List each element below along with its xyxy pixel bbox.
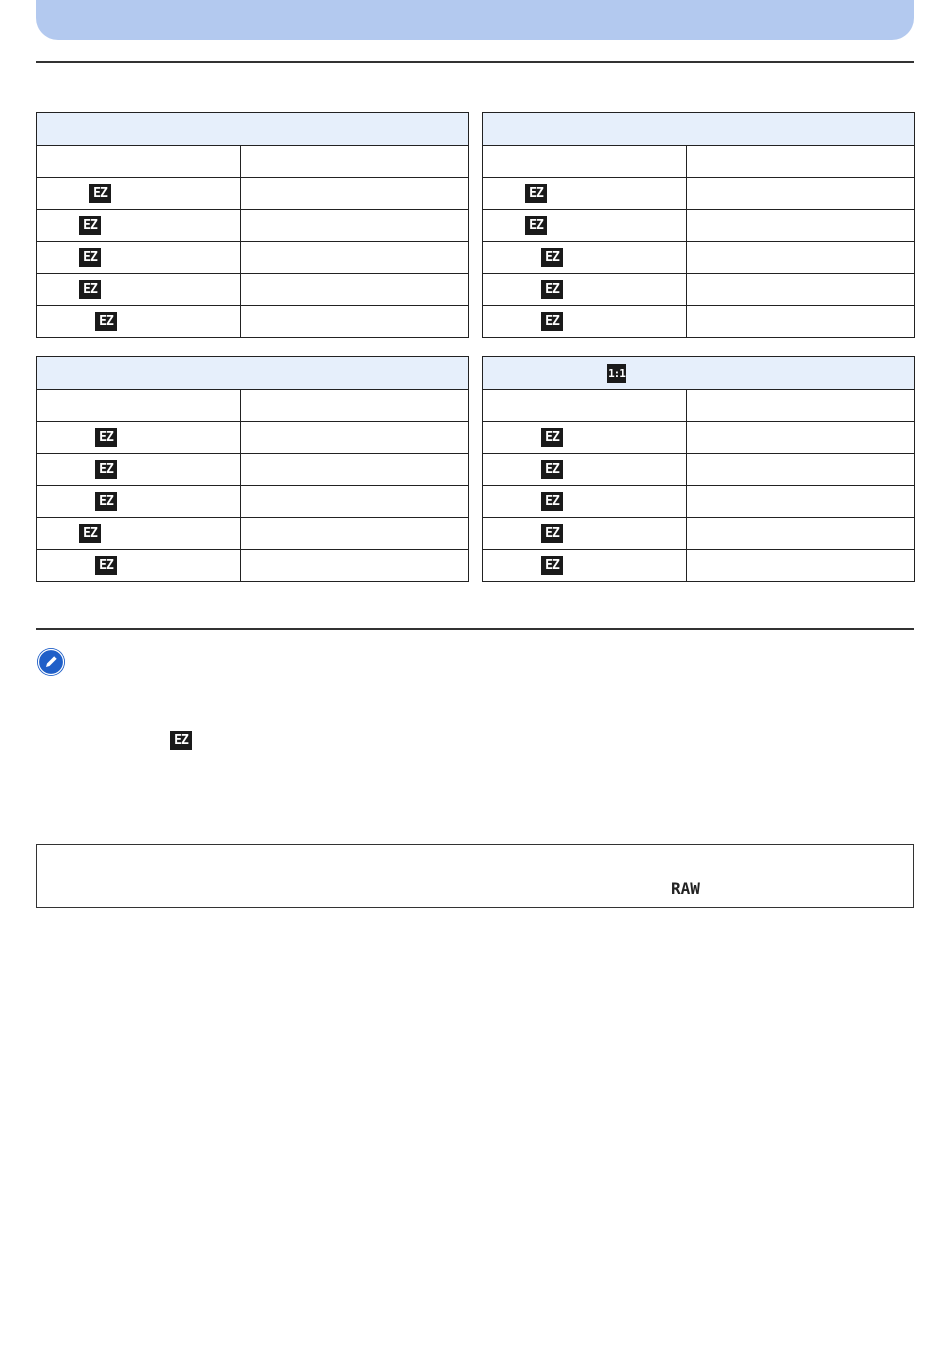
ez-icon: EZ	[541, 428, 563, 447]
table-column-header	[483, 146, 915, 178]
table-title	[483, 113, 915, 146]
table-row	[37, 242, 469, 274]
table-column-header	[37, 146, 469, 178]
table-row	[483, 242, 915, 274]
ez-icon: EZ	[170, 731, 192, 750]
value-cell	[241, 178, 469, 210]
size-table-4	[482, 356, 915, 582]
table-row	[483, 486, 915, 518]
table-title	[37, 357, 469, 390]
ez-icon: EZ	[541, 248, 563, 267]
table-row	[37, 518, 469, 550]
table-row	[483, 454, 915, 486]
size-cell	[483, 242, 687, 274]
size-cell	[37, 274, 241, 306]
size-cell	[483, 306, 687, 338]
table-row	[483, 178, 915, 210]
size-cell	[483, 178, 687, 210]
value-cell	[687, 422, 915, 454]
table-row	[37, 454, 469, 486]
value-cell	[687, 550, 915, 582]
size-cell	[483, 454, 687, 486]
value-cell	[687, 242, 915, 274]
table-column-header	[483, 390, 915, 422]
size-table-1	[36, 112, 469, 338]
size-cell	[37, 242, 241, 274]
ez-icon: EZ	[525, 216, 547, 235]
size-cell	[37, 454, 241, 486]
value-cell	[687, 306, 915, 338]
value-cell	[241, 242, 469, 274]
size-cell	[37, 422, 241, 454]
value-cell	[241, 210, 469, 242]
table-title	[483, 357, 915, 390]
pencil-note-icon	[37, 648, 65, 676]
value-cell	[241, 306, 469, 338]
ez-icon: EZ	[95, 460, 117, 479]
table-row	[483, 210, 915, 242]
table-row	[37, 306, 469, 338]
ez-icon: EZ	[541, 524, 563, 543]
ez-icon: EZ	[79, 216, 101, 235]
info-box	[36, 844, 914, 908]
value-cell	[687, 178, 915, 210]
size-cell	[37, 518, 241, 550]
table-column-header	[37, 390, 469, 422]
table-row	[37, 486, 469, 518]
ez-icon: EZ	[79, 248, 101, 267]
page-header-band	[36, 0, 914, 40]
table-row	[37, 422, 469, 454]
raw-label: RAW	[671, 879, 700, 898]
ez-icon: EZ	[525, 184, 547, 203]
value-cell	[241, 486, 469, 518]
table-row	[37, 210, 469, 242]
value-cell	[241, 422, 469, 454]
value-cell	[687, 486, 915, 518]
size-table-2	[482, 112, 915, 338]
ez-icon: EZ	[79, 524, 101, 543]
size-cell	[483, 210, 687, 242]
table-row	[483, 422, 915, 454]
value-cell	[241, 550, 469, 582]
size-cell	[483, 422, 687, 454]
value-cell	[687, 210, 915, 242]
size-cell	[483, 486, 687, 518]
table-row	[37, 550, 469, 582]
table-row	[483, 306, 915, 338]
size-cell	[37, 178, 241, 210]
ez-icon: EZ	[95, 312, 117, 331]
ez-icon: EZ	[541, 556, 563, 575]
size-cell	[37, 486, 241, 518]
table-row	[483, 550, 915, 582]
ez-icon: EZ	[79, 280, 101, 299]
size-cell	[483, 274, 687, 306]
table-row	[483, 518, 915, 550]
size-cell	[483, 550, 687, 582]
size-cell	[37, 210, 241, 242]
table-row	[483, 274, 915, 306]
top-divider	[36, 61, 914, 63]
ez-icon: EZ	[541, 280, 563, 299]
ez-icon: EZ	[541, 312, 563, 331]
ez-icon: EZ	[95, 428, 117, 447]
value-cell	[241, 274, 469, 306]
size-cell	[483, 518, 687, 550]
section-divider	[36, 628, 914, 630]
value-cell	[687, 274, 915, 306]
aspect-1-1-icon: 1:1	[607, 364, 626, 383]
table-title	[37, 113, 469, 146]
ez-icon: EZ	[95, 492, 117, 511]
value-cell	[687, 518, 915, 550]
ez-icon: EZ	[95, 556, 117, 575]
size-cell	[37, 306, 241, 338]
table-row	[37, 178, 469, 210]
ez-icon: EZ	[541, 460, 563, 479]
size-table-3	[36, 356, 469, 582]
table-row	[37, 274, 469, 306]
ez-icon: EZ	[89, 184, 111, 203]
value-cell	[687, 454, 915, 486]
size-cell	[37, 550, 241, 582]
value-cell	[241, 518, 469, 550]
value-cell	[241, 454, 469, 486]
ez-icon: EZ	[541, 492, 563, 511]
